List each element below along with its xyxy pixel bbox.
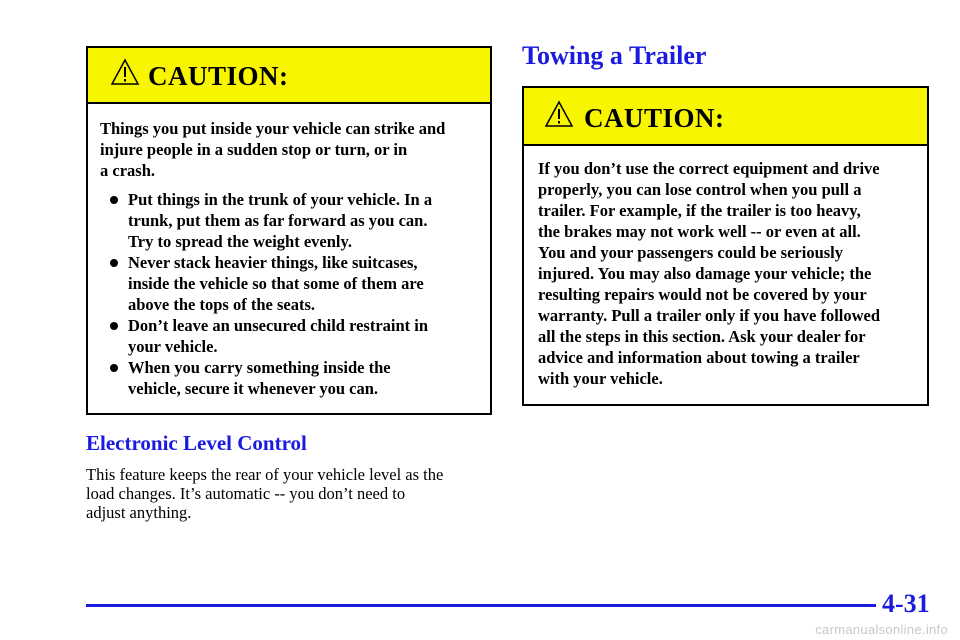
text-line: This feature keeps the rear of your vehicle level as the bbox=[86, 465, 444, 484]
text-line: If you don’t use the correct equipment and drive bbox=[538, 159, 880, 178]
left-caution-title: CAUTION: bbox=[148, 61, 289, 91]
bullet-item bbox=[100, 252, 478, 315]
towing-caution-title: CAUTION: bbox=[584, 103, 725, 133]
warning-triangle-icon bbox=[110, 58, 140, 86]
text-line: all the steps in this section. Ask your dealer for bbox=[538, 327, 866, 346]
intro-line: a crash. bbox=[100, 161, 155, 180]
towing-caution-box bbox=[522, 86, 929, 406]
electronic-level-control-heading: Electronic Level Control bbox=[86, 431, 307, 455]
electronic-level-control-text bbox=[86, 465, 486, 522]
text-line: warranty. Pull a trailer only if you have followed bbox=[538, 306, 881, 325]
caution-bullet-list bbox=[100, 189, 478, 399]
towing-heading: Towing a Trailer bbox=[522, 41, 707, 70]
towing-caution-header bbox=[524, 88, 927, 146]
bullet-line: trunk, put them as far forward as you can. bbox=[128, 211, 428, 230]
intro-line: injure people in a sudden stop or turn, or in bbox=[100, 140, 408, 159]
left-caution-box bbox=[86, 46, 492, 415]
text-line: You and your passengers could be seriously bbox=[538, 243, 844, 262]
watermark: carmanualsonline.info bbox=[815, 622, 948, 637]
bullet-line: above the tops of the seats. bbox=[128, 295, 315, 314]
bullet-line: your vehicle. bbox=[128, 337, 218, 356]
bullet-line: Put things in the trunk of your vehicle. In a bbox=[128, 190, 433, 209]
bullet-icon bbox=[110, 364, 118, 372]
warning-triangle-icon bbox=[544, 100, 574, 128]
bullet-line: Don’t leave an unsecured child restraint in bbox=[128, 316, 429, 335]
bullet-line: Try to spread the weight evenly. bbox=[128, 232, 352, 251]
text-line: the brakes may not work well -- or even at all. bbox=[538, 222, 861, 241]
bullet-line: inside the vehicle so that some of them are bbox=[128, 274, 424, 293]
text-line: advice and information about towing a trailer bbox=[538, 348, 860, 367]
bullet-item bbox=[100, 315, 478, 357]
text-line: resulting repairs would not be covered by your bbox=[538, 285, 867, 304]
bullet-line: Never stack heavier things, like suitcases, bbox=[128, 253, 418, 272]
left-caution-body bbox=[88, 104, 490, 399]
intro-line: Things you put inside your vehicle can strike and bbox=[100, 119, 446, 138]
towing-caution-body bbox=[524, 146, 927, 389]
bullet-line: vehicle, secure it whenever you can. bbox=[128, 379, 379, 398]
text-line: adjust anything. bbox=[86, 503, 192, 522]
text-line: with your vehicle. bbox=[538, 369, 663, 388]
caution-intro bbox=[100, 118, 478, 181]
bullet-item bbox=[100, 357, 478, 399]
page-number: 4-31 bbox=[882, 589, 930, 618]
bullet-icon bbox=[110, 322, 118, 330]
left-caution-header bbox=[88, 48, 490, 104]
footer-divider bbox=[86, 604, 876, 607]
text-line: properly, you can lose control when you pull a bbox=[538, 180, 862, 199]
text-line: trailer. For example, if the trailer is too heavy, bbox=[538, 201, 861, 220]
text-line: injured. You may also damage your vehicle; the bbox=[538, 264, 872, 283]
bullet-line: When you carry something inside the bbox=[128, 358, 391, 377]
bullet-icon bbox=[110, 196, 118, 204]
towing-caution-text bbox=[538, 158, 915, 389]
bullet-icon bbox=[110, 259, 118, 267]
bullet-item bbox=[100, 189, 478, 252]
text-line: load changes. It’s automatic -- you don’t need to bbox=[86, 484, 406, 503]
